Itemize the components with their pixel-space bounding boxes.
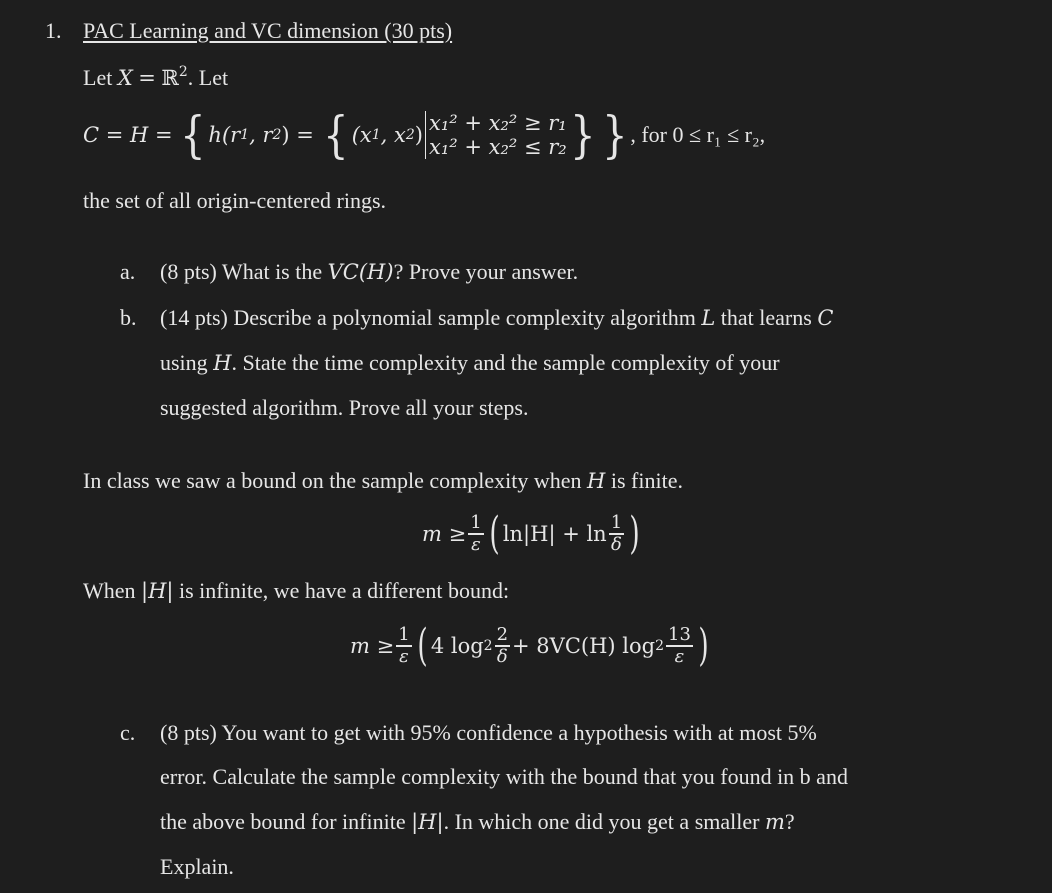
condition-1: x₁² + x₂² ≥ r₁ bbox=[429, 111, 567, 135]
inner-open-brace: { bbox=[323, 106, 349, 164]
part-c-line4: Explain. bbox=[160, 854, 234, 879]
finite-frac-den: ε bbox=[471, 533, 481, 555]
part-c-line3-math: |H| bbox=[411, 810, 444, 834]
def-pair-comma: , x bbox=[380, 123, 406, 147]
outer-close-brace: } bbox=[601, 106, 628, 164]
def-x2-sub: 2 bbox=[405, 127, 415, 143]
finite-intro-before: In class we saw a bound on the sample complexity when bbox=[83, 468, 582, 493]
def-h: h bbox=[208, 123, 222, 147]
def-pair: (x bbox=[351, 123, 372, 147]
part-b-line2-before: using bbox=[160, 350, 208, 375]
finite-frac2-den: δ bbox=[611, 533, 622, 555]
part-b-L: L bbox=[701, 306, 716, 330]
condition-2: x₁² + x₂² ≤ r₂ bbox=[429, 135, 567, 159]
def-r1-sub: 1 bbox=[240, 127, 250, 143]
def-comma: , r bbox=[249, 123, 273, 147]
infinite-frac2-num: 2 bbox=[496, 624, 509, 646]
infinite-frac-2-over-delta bbox=[495, 625, 510, 666]
finite-frac-1-over-eps bbox=[468, 513, 483, 554]
infinite-frac3-num: 13 bbox=[668, 624, 691, 646]
finite-close-paren: ) bbox=[629, 508, 640, 559]
infinite-bound-formula bbox=[350, 620, 712, 672]
intro-x: X bbox=[117, 66, 133, 90]
infinite-bound-intro bbox=[83, 578, 509, 604]
outer-open-brace: { bbox=[179, 106, 206, 164]
part-c-line2: error. Calculate the sample complexity with the bound that you found in b and bbox=[160, 764, 848, 789]
infinite-frac3-den: ε bbox=[674, 645, 685, 667]
intro-r-exp: 2 bbox=[178, 64, 188, 80]
part-c-line1: (8 pts) You want to get with 95% confidence a hypothesis with at most 5% bbox=[160, 720, 817, 745]
part-b-label: b. bbox=[120, 305, 137, 330]
finite-frac-num: 1 bbox=[470, 512, 482, 534]
finite-inner: ln|H| + ln bbox=[502, 522, 607, 546]
part-c-line3-end: ? bbox=[784, 809, 795, 834]
condition-stack bbox=[425, 111, 567, 159]
def-pair-close: ) bbox=[414, 123, 423, 147]
infinite-term2: + 8VC(H) log bbox=[512, 634, 656, 658]
def-x1-sub: 1 bbox=[371, 127, 381, 143]
intro-let2: . Let bbox=[187, 65, 229, 90]
finite-bound-intro bbox=[83, 468, 683, 494]
intro-let: Let bbox=[83, 65, 113, 90]
infinite-term1: 4 log bbox=[430, 634, 484, 658]
def-lhs: C = H = bbox=[83, 123, 173, 147]
part-b-line1-mid: that learns bbox=[720, 305, 812, 330]
problem-number: 1. bbox=[45, 18, 62, 43]
part-b-C: C bbox=[817, 306, 834, 330]
finite-frac2-num: 1 bbox=[610, 512, 623, 534]
part-a-after: ? Prove your answer. bbox=[393, 259, 579, 284]
finite-intro-H: H bbox=[587, 469, 606, 493]
part-b-line1 bbox=[160, 305, 833, 331]
intro-line bbox=[83, 59, 228, 91]
infinite-lhs: m ≥ bbox=[350, 634, 395, 658]
infinite-log-base2: 2 bbox=[655, 638, 664, 654]
infinite-frac-1-over-eps bbox=[396, 625, 411, 666]
definition-formula bbox=[83, 107, 765, 163]
part-b-H: H bbox=[213, 351, 232, 375]
infinite-open-paren: ( bbox=[417, 620, 428, 671]
def-tail: , for 0 ≤ r₁ ≤ r₂, bbox=[630, 122, 766, 147]
def-close: ) = bbox=[281, 123, 314, 147]
def-args: (r bbox=[221, 123, 241, 147]
def-r2-sub: 2 bbox=[272, 127, 282, 143]
intro-eq: = bbox=[138, 66, 156, 90]
finite-open-paren: ( bbox=[489, 508, 500, 559]
part-b-line2-after: . State the time complexity and the sample complexity of your bbox=[231, 350, 780, 375]
finite-lhs: m ≥ bbox=[422, 522, 467, 546]
part-b-line2 bbox=[160, 350, 780, 376]
rings-description: the set of all origin-centered rings. bbox=[83, 188, 387, 213]
part-a-before: (8 pts) What is the bbox=[160, 259, 323, 284]
part-c-line3-before: the above bound for infinite bbox=[160, 809, 406, 834]
inner-close-brace: } bbox=[569, 106, 596, 164]
infinite-close-paren: ) bbox=[698, 620, 709, 671]
infinite-intro-H: |H| bbox=[141, 579, 174, 603]
part-a-label: a. bbox=[120, 259, 136, 284]
infinite-log-base: 2 bbox=[483, 638, 493, 654]
part-c-line3-m: m bbox=[764, 810, 785, 834]
part-c-line3 bbox=[160, 809, 795, 835]
intro-r: ℝ bbox=[161, 66, 179, 90]
finite-intro-after: is finite. bbox=[610, 468, 683, 493]
problem-title: PAC Learning and VC dimension (30 pts) bbox=[83, 18, 453, 43]
part-b-line1-before: (14 pts) Describe a polynomial sample complexity algorithm bbox=[160, 305, 696, 330]
infinite-frac-13-over-eps bbox=[666, 625, 693, 666]
infinite-frac2-den: δ bbox=[496, 645, 508, 667]
part-a-text bbox=[160, 259, 578, 285]
infinite-intro-after: is infinite, we have a different bound: bbox=[179, 578, 510, 603]
finite-bound-formula bbox=[422, 508, 643, 560]
infinite-intro-before: When bbox=[83, 578, 136, 603]
infinite-frac-den: ε bbox=[399, 645, 409, 667]
part-c-line3-mid: . In which one did you get a smaller bbox=[443, 809, 760, 834]
part-a-math: VC(H) bbox=[327, 260, 394, 284]
finite-frac-1-over-delta bbox=[609, 513, 624, 554]
part-c-label: c. bbox=[120, 720, 136, 745]
infinite-frac-num: 1 bbox=[398, 624, 410, 646]
part-b-line3: suggested algorithm. Prove all your steps. bbox=[160, 395, 529, 420]
